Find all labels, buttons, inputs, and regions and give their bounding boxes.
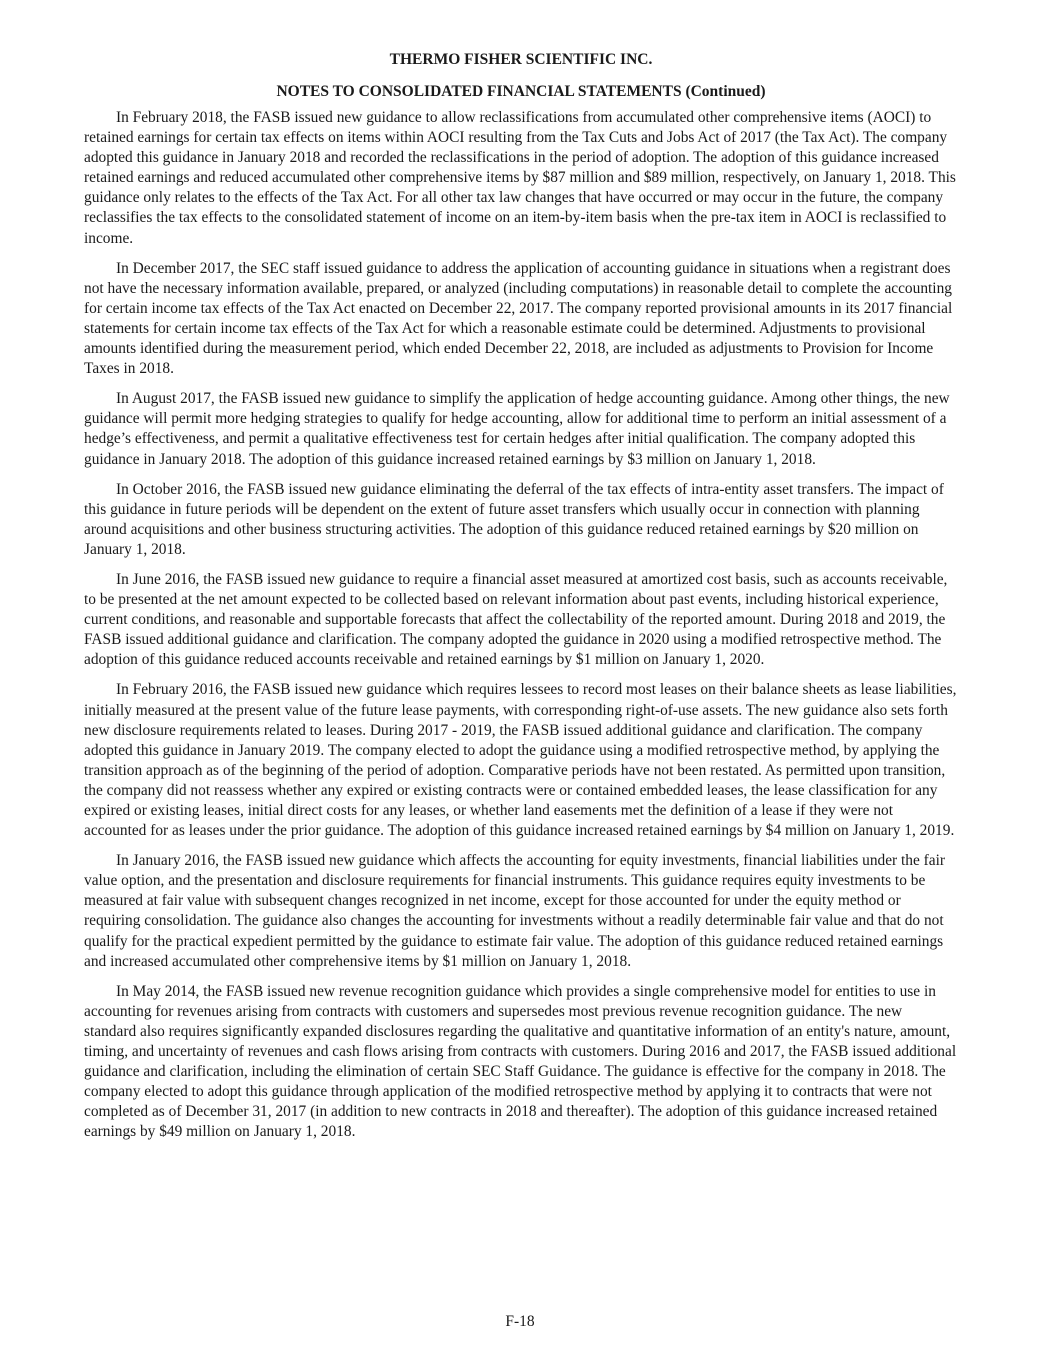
paragraph-hedge-accounting: In August 2017, the FASB issued new guidance to simplify the application of hedge accounting guidance. Among other things, the new guidance will permit more hedging strategies to qualify for hedge accounting, allow for additional time to perform an initial assessment of a hedge’s effectiveness, and permit a qualitative effectiveness test for certain hedges after initial qualification. The company adopted this guidance in January 2018. The adoption of this guidance increased retained earnings by $3 million on January 1, 2018. bbox=[84, 390, 950, 468]
page-title: NOTES TO CONSOLIDATED FINANCIAL STATEMENTS (Continued) bbox=[276, 83, 766, 100]
company-name: THERMO FISHER SCIENTIFIC INC. bbox=[389, 51, 653, 68]
paragraph-leases: In February 2016, the FASB issued new guidance which requires lessees to record most leases on their balance sheets as lease liabilities, initially measured at the present value of the future lease payments, with corresponding right-of-use assets. The new guidance also sets forth new disclosure requirements related to leases. During 2017 - 2019, the FASB issued additional guidance and clarification. The company adopted this guidance in January 2019. The company elected to adopt the guidance using a modified retrospective method, by applying the transition approach as of the beginning of the period of adoption. Comparative periods have not been restated. As permitted upon transition, the company did not reassess whether any expired or existing contracts were or contained embedded leases, the lease classification for any expired or existing leases, initial direct costs for any leases, or whether land easements met the definition of a lease if they were not accounted for as leases under the prior guidance. The adoption of this guidance increased retained earnings by $4 million on January 1, 2019. bbox=[84, 681, 957, 840]
document-page bbox=[84, 50, 958, 1153]
paragraph-sec-tax-act-guidance: In December 2017, the SEC staff issued guidance to address the application of accounting guidance in situations when a registrant does not have the necessary information available, prepared, or analyzed (including computations) in reasonable detail to complete the accounting for certain income tax effects of the Tax Act enacted on December 22, 2017. The company reported provisional amounts in its 2017 financial statements for certain income tax effects of the Tax Act for which a reasonable estimate could be determined. Adjustments to provisional amounts identified during the measurement period, which ended December 22, 2018, are included as adjustments to Provision for Income Taxes in 2018. bbox=[84, 259, 953, 378]
paragraph-intra-entity-transfers: In October 2016, the FASB issued new guidance eliminating the deferral of the tax effects of intra-entity asset transfers. The impact of this guidance in future periods will be dependent on the extent of future asset transfers which usually occur in connection with planning around acquisitions and other business structuring activities. The adoption of this guidance reduced retained earnings by $20 million on January 1, 2018. bbox=[84, 480, 944, 558]
paragraph-equity-investments: In January 2016, the FASB issued new guidance which affects the accounting for equity investments, financial liabilities under the fair value option, and the presentation and disclosure requirements for financial instruments. This guidance requires equity investments to be measured at fair value with subsequent changes recognized in net income, except for those accounted for under the equity method or requiring consolidation. The guidance also changes the accounting for investments without a readily determinable fair value and that do not qualify for the practical expedient permitted by the guidance to estimate fair value. The adoption of this guidance reduced retained earnings and increased accumulated other comprehensive items by $1 million on January 1, 2018. bbox=[84, 852, 946, 970]
paragraph-credit-losses: In June 2016, the FASB issued new guidance to require a financial asset measured at amortized cost basis, such as accounts receivable, to be presented at the net amount expected to be collected based on relevant information about past events, including historical experience, current conditions, and reasonable and supportable forecasts that affect the collectability of the reported amount. During 2018 and 2019, the FASB issued additional guidance and clarification. The company adopted the guidance in 2020 using a modified retrospective method. The adoption of this guidance reduced accounts receivable and retained earnings by $1 million on January 1, 2020. bbox=[84, 570, 948, 669]
page-number: F-18 bbox=[505, 1313, 535, 1330]
paragraph-revenue-recognition: In May 2014, the FASB issued new revenue recognition guidance which provides a single comprehensive model for entities to use in accounting for revenues arising from contracts with customers and supersedes most previous revenue recognition guidance. The new standard also requires significantly expanded disclosures regarding the qualitative and quantitative information of an entity's nature, amount, timing, and uncertainty of revenues and cash flows arising from contracts with customers. During 2016 and 2017, the FASB issued additional guidance and clarification, including the elimination of certain SEC Staff Guidance. The guidance is effective for the company in 2018. The company elected to adopt this guidance through application of the modified retrospective method by applying it to contracts that were not completed as of December 31, 2017 (in addition to new contracts in 2018 and thereafter). The adoption of this guidance increased retained earnings by $49 million on January 1, 2018. bbox=[84, 982, 957, 1141]
paragraph-aoci-reclassification: In February 2018, the FASB issued new guidance to allow reclassifications from accumulated other comprehensive items (AOCI) to retained earnings for certain tax effects on items within AOCI resulting from the Tax Cuts and Jobs Act of 2017 (the Tax Act). The company adopted this guidance in January 2018 and recorded the reclassifications in the period of adoption. The adoption of this guidance increased retained earnings and reduced accumulated other comprehensive items by $87 million and $89 million, respectively, on January 1, 2018. This guidance only relates to the effects of the Tax Act. For all other tax law changes that have occurred or may occur in the future, the company reclassifies the tax effects to the consolidated statement of income on an item-by-item basis when the pre-tax item in AOCI is reclassified to income. bbox=[84, 109, 956, 247]
